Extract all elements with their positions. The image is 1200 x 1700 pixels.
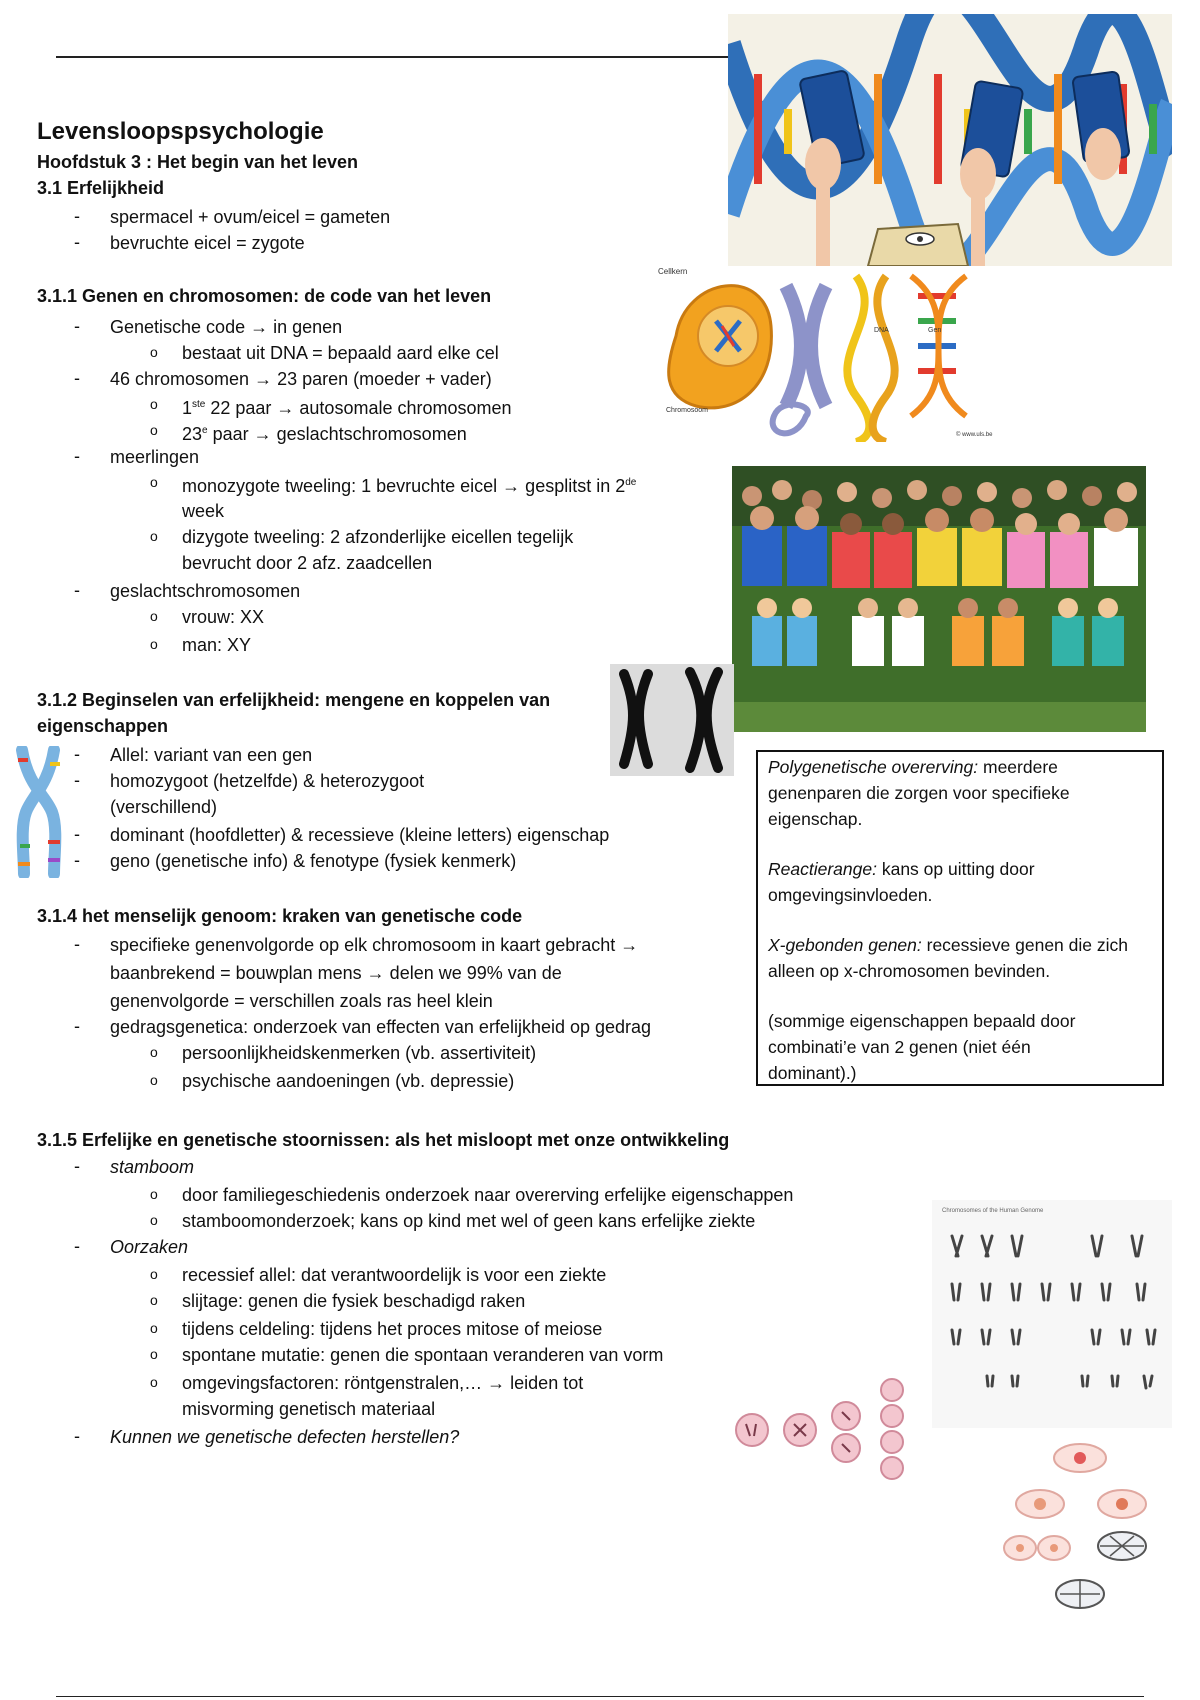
bullet-circle: o <box>150 1212 158 1228</box>
bullet-circle: o <box>150 636 158 652</box>
bullet-dash: - <box>74 850 80 870</box>
list-item: Genetische code → in genen <box>110 317 343 337</box>
list-item: spermacel + ovum/eicel = gameten <box>110 207 391 227</box>
definition-polygenetic: Polygenetische overerving: meerdere <box>768 757 1058 777</box>
list-item-continuation: misvorming genetisch materiaal <box>182 1399 436 1419</box>
list-item: 46 chromosomen → 23 paren (moeder + vader) <box>110 369 492 389</box>
definition-x-linked: X-gebonden genen: recessieve genen die zich <box>768 935 1128 955</box>
list-item: stamboomonderzoek; kans op kind met wel of geen kans erfelijke ziekte <box>182 1211 756 1231</box>
list-item: bevruchte eicel = zygote <box>110 233 305 253</box>
list-item-continuation: week <box>182 501 225 521</box>
bullet-dash: - <box>74 1016 80 1036</box>
cell-chromosome-dna-diagram <box>656 266 1028 442</box>
bullet-dash: - <box>74 1236 80 1256</box>
section-3-1-heading: 3.1 Erfelijkheid <box>37 178 165 198</box>
section-3-1-1-heading: 3.1.1 Genen en chromosomen: de code van het leven <box>37 286 492 306</box>
cell-label: Cellkern <box>658 267 688 276</box>
list-item: slijtage: genen die fysiek beschadigd raken <box>182 1291 526 1311</box>
list-item: geslachtschromosomen <box>110 581 301 601</box>
bullet-circle: o <box>150 528 158 544</box>
dna-helix-illustration <box>728 14 1172 266</box>
list-item: vrouw: XX <box>182 607 265 627</box>
gen-label: Gen <box>928 327 942 334</box>
bullet-circle: o <box>150 344 158 360</box>
xx-chromosome-photo <box>610 664 734 776</box>
bullet-circle: o <box>150 1346 158 1362</box>
page-title: Levensloopspsychologie <box>37 118 324 145</box>
meiosis-stages-image <box>732 1370 912 1480</box>
note-text: (sommige eigenschappen bepaald door <box>768 1011 1076 1031</box>
bullet-circle: o <box>150 1320 158 1336</box>
list-item: stamboom <box>110 1157 195 1177</box>
list-item: 1ste 22 paar → autosomale chromosomen <box>182 398 512 418</box>
list-item: meerlingen <box>110 447 200 467</box>
chapter-heading: Hoofdstuk 3 : Het begin van het leven <box>37 152 359 172</box>
list-item: 23e paar → geslachtschromosomen <box>182 424 467 444</box>
note-text: combinati’e van 2 genen (niet één <box>768 1037 1031 1057</box>
section-3-1-2-heading: 3.1.2 Beginselen van erfelijkheid: mengene en koppelen van <box>37 690 551 710</box>
top-rule <box>56 56 728 58</box>
definition-text: alleen op x-chromosomen bevinden. <box>768 961 1051 981</box>
bullet-circle: o <box>150 396 158 412</box>
credit-label: © www.uls.be <box>956 432 993 438</box>
list-item: homozygoot (hetzelfde) & heterozygoot <box>110 771 425 791</box>
bullet-circle: o <box>150 422 158 438</box>
list-item: spontane mutatie: genen die spontaan veranderen van vorm <box>182 1345 664 1365</box>
section-3-1-2-heading-cont: eigenschappen <box>37 716 169 736</box>
mitosis-stages-image <box>1000 1440 1170 1620</box>
definition-reactierange: Reactierange: kans op uitting door <box>768 859 1035 879</box>
list-item: tijdens celdeling: tijdens het proces mitose of meiose <box>182 1319 603 1339</box>
bullet-circle: o <box>150 1186 158 1202</box>
karyotype-image <box>932 1200 1172 1428</box>
list-item: gedragsgenetica: onderzoek van effecten van erfelijkheid op gedrag <box>110 1017 652 1037</box>
list-item: recessief allel: dat verantwoordelijk is voor een ziekte <box>182 1265 607 1285</box>
bullet-dash: - <box>74 580 80 600</box>
list-item: monozygote tweeling: 1 bevruchte eicel → gesplitst in 2de <box>182 476 637 496</box>
definition-text: genenparen die zorgen voor specifieke <box>768 783 1070 803</box>
list-item: door familiegeschiedenis onderzoek naar overerving erfelijke eigenschappen <box>182 1185 794 1205</box>
bullet-circle: o <box>150 474 158 490</box>
bullet-circle: o <box>150 1292 158 1308</box>
twins-crowd-photo <box>732 466 1146 732</box>
list-item-continuation: bevrucht door 2 afz. zaadcellen <box>182 553 433 573</box>
list-item: Kunnen we genetische defecten herstellen? <box>110 1427 460 1447</box>
bullet-circle: o <box>150 608 158 624</box>
list-item: bestaat uit DNA = bepaald aard elke cel <box>182 343 499 363</box>
bullet-circle: o <box>150 1044 158 1060</box>
definitions-box <box>756 750 1164 1086</box>
bullet-circle: o <box>150 1266 158 1282</box>
bullet-circle: o <box>150 1072 158 1088</box>
list-item: persoonlijkheidskenmerken (vb. assertiviteit) <box>182 1043 537 1063</box>
bullet-dash: - <box>74 446 80 466</box>
list-item: man: XY <box>182 635 252 655</box>
list-item: dominant (hoofdletter) & recessieve (kleine letters) eigenschap <box>110 825 610 845</box>
bullet-dash: - <box>74 316 80 336</box>
colored-chromosome-icon <box>14 746 64 878</box>
list-item: Allel: variant van een gen <box>110 745 313 765</box>
list-item: dizygote tweeling: 2 afzonderlijke eicellen tegelijk <box>182 527 574 547</box>
bullet-dash: - <box>74 744 80 764</box>
list-item: specifieke genenvolgorde op elk chromosoom in kaart gebracht → <box>110 935 639 955</box>
list-item-continuation: (verschillend) <box>110 797 218 817</box>
definition-text: omgevingsinvloeden. <box>768 885 933 905</box>
chromosome-label: Chromosoom <box>666 407 709 414</box>
karyotype-caption: Chromosomes of the Human Genome <box>942 1208 1044 1214</box>
bullet-dash: - <box>74 824 80 844</box>
list-item-continuation: baanbrekend = bouwplan mens → delen we 99% van de <box>110 963 562 983</box>
bottom-rule <box>56 1696 1144 1697</box>
list-item: omgevingsfactoren: röntgenstralen,… → leiden tot <box>182 1373 584 1393</box>
dna-label: DNA <box>874 327 889 334</box>
bullet-dash: - <box>74 1156 80 1176</box>
definition-text: eigenschap. <box>768 809 863 829</box>
list-item-continuation: genenvolgorde = verschillen zoals ras heel klein <box>110 991 493 1011</box>
list-item: Oorzaken <box>110 1237 189 1257</box>
list-item: geno (genetische info) & fenotype (fysiek kenmerk) <box>110 851 517 871</box>
list-item: psychische aandoeningen (vb. depressie) <box>182 1071 515 1091</box>
bullet-dash: - <box>74 770 80 790</box>
note-text: dominant).) <box>768 1063 857 1083</box>
bullet-dash: - <box>74 934 80 954</box>
bullet-circle: o <box>150 1374 158 1390</box>
bullet-dash: - <box>74 1426 80 1446</box>
bullet-dash: - <box>74 206 80 226</box>
bullet-dash: - <box>74 368 80 388</box>
section-3-1-4-heading: 3.1.4 het menselijk genoom: kraken van genetische code <box>37 906 523 926</box>
section-3-1-5-heading: 3.1.5 Erfelijke en genetische stoornissen: als het misloopt met onze ontwikkeling <box>37 1130 730 1150</box>
bullet-dash: - <box>74 232 80 252</box>
